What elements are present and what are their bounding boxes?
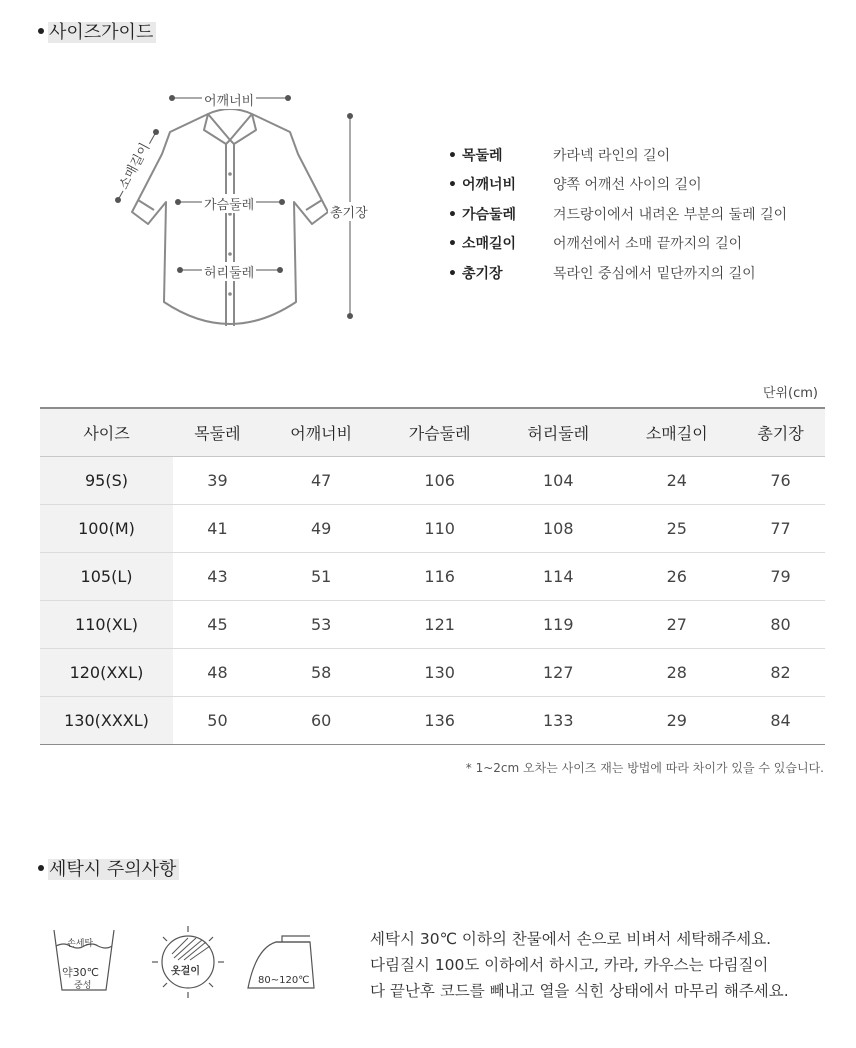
table-cell: 51 <box>262 552 381 600</box>
table-header-row <box>40 408 825 456</box>
table-header: 소매길이 <box>618 408 737 456</box>
table-cell: 39 <box>173 456 262 504</box>
table-header: 어깨너비 <box>262 408 381 456</box>
table-cell: 60 <box>310 710 332 730</box>
legend-item: • 총기장 목라인 중심에서 밑단까지의 길이 <box>448 258 787 288</box>
legend-item: • 소매길이 어깨선에서 소매 끝까지의 길이 <box>448 229 787 259</box>
hand-wash-label: 손세탁 <box>67 939 94 949</box>
table-cell: 121 <box>380 600 499 648</box>
size-note: * 1~2cm 오차는 사이즈 재는 방법에 따라 차이가 있을 수 있습니다. <box>465 761 824 775</box>
table-cell: 24 <box>618 456 737 504</box>
table-cell: 127 <box>499 648 618 696</box>
legend-item: • 어깨너비 양쪽 어깨선 사이의 길이 <box>448 170 787 200</box>
bullet-icon <box>38 28 44 34</box>
table-row <box>40 696 825 744</box>
care-line: 다 끝난후 코드를 빼내고 열을 식힌 상태에서 마무리 해주세요. <box>370 982 789 1000</box>
table-cell: 48 <box>173 648 262 696</box>
table-cell-size: 105(L) <box>40 552 173 600</box>
table-header: 총기장 <box>736 408 825 456</box>
table-cell: 77 <box>736 504 825 552</box>
diagram-waist-label: 허리둘레 <box>202 262 256 281</box>
shirt-diagram <box>100 84 400 334</box>
table-cell: 108 <box>499 504 618 552</box>
table-cell-size: 95(S) <box>40 456 173 504</box>
table-cell: 41 <box>173 504 262 552</box>
size-guide-title: 사이즈가이드 <box>38 18 160 46</box>
table-cell: 26 <box>618 552 737 600</box>
table-cell: 25 <box>618 504 737 552</box>
table-cell: 43 <box>173 552 262 600</box>
table-cell: 45 <box>173 600 262 648</box>
diagram-shoulder-label: 어깨너비 <box>202 90 256 109</box>
care-line: 다림질시 100도 이하에서 하시고, 카라, 카우스는 다림질이 <box>370 956 769 974</box>
table-cell: 133 <box>542 710 574 730</box>
table-cell: 28 <box>618 648 737 696</box>
hanger-dry-label: 옷걸이 <box>171 966 200 977</box>
table-cell: 82 <box>736 648 825 696</box>
table-cell: 58 <box>262 648 381 696</box>
table-row <box>40 600 825 648</box>
table-cell-size: 100(M) <box>40 504 173 552</box>
table-header: 가슴둘레 <box>380 408 499 456</box>
table-cell: 130 <box>380 648 499 696</box>
table-cell: 79 <box>736 552 825 600</box>
table-cell: 76 <box>736 456 825 504</box>
care-icons <box>40 918 330 1008</box>
table-cell: 114 <box>499 552 618 600</box>
table-cell-size: 110(XL) <box>40 600 173 648</box>
diagram-chest-label: 가슴둘레 <box>202 194 256 213</box>
table-cell-size: 120(XXL) <box>40 648 173 696</box>
measurement-legend <box>448 140 787 288</box>
table-cell: 110 <box>380 504 499 552</box>
size-table <box>40 407 825 745</box>
diagram-length-label: 총기장 <box>328 202 370 221</box>
diagram-sleeve-label: 소매길이 <box>112 137 154 194</box>
table-cell: 49 <box>262 504 381 552</box>
table-header: 목둘레 <box>173 408 262 456</box>
table-cell: 47 <box>262 456 381 504</box>
table-row <box>40 552 825 600</box>
legend-item: • 목둘레 카라넥 라인의 길이 <box>448 140 787 170</box>
table-cell: 104 <box>499 456 618 504</box>
table-header: 사이즈 <box>40 408 173 456</box>
table-row <box>40 504 825 552</box>
table-cell: 106 <box>380 456 499 504</box>
table-cell: 53 <box>262 600 381 648</box>
iron-temp-label: 80~120℃ <box>258 975 310 986</box>
table-cell-size: 130(XXXL) <box>40 696 173 744</box>
table-cell: 27 <box>618 600 737 648</box>
unit-label: 단위(cm) <box>762 386 818 401</box>
legend-item: • 가슴둘레 겨드랑이에서 내려온 부분의 둘레 길이 <box>448 199 787 229</box>
hand-wash-temp: 약30℃ <box>62 966 99 979</box>
hand-wash-detergent: 중성 <box>74 981 92 991</box>
care-title: 세탁시 주의사항 <box>38 855 183 883</box>
table-cell: 84 <box>770 710 791 730</box>
table-cell: 29 <box>666 710 687 730</box>
table-row <box>40 456 825 504</box>
care-instructions <box>370 926 789 1004</box>
table-cell: 116 <box>380 552 499 600</box>
table-header: 허리둘레 <box>499 408 618 456</box>
table-row <box>40 648 825 696</box>
table-cell: 80 <box>736 600 825 648</box>
bullet-icon <box>38 865 44 871</box>
table-cell: 119 <box>499 600 618 648</box>
care-line: 세탁시 30℃ 이하의 찬물에서 손으로 비벼서 세탁해주세요. <box>370 930 772 948</box>
table-cell: 136 <box>424 710 455 730</box>
table-cell: 50 <box>207 710 228 730</box>
